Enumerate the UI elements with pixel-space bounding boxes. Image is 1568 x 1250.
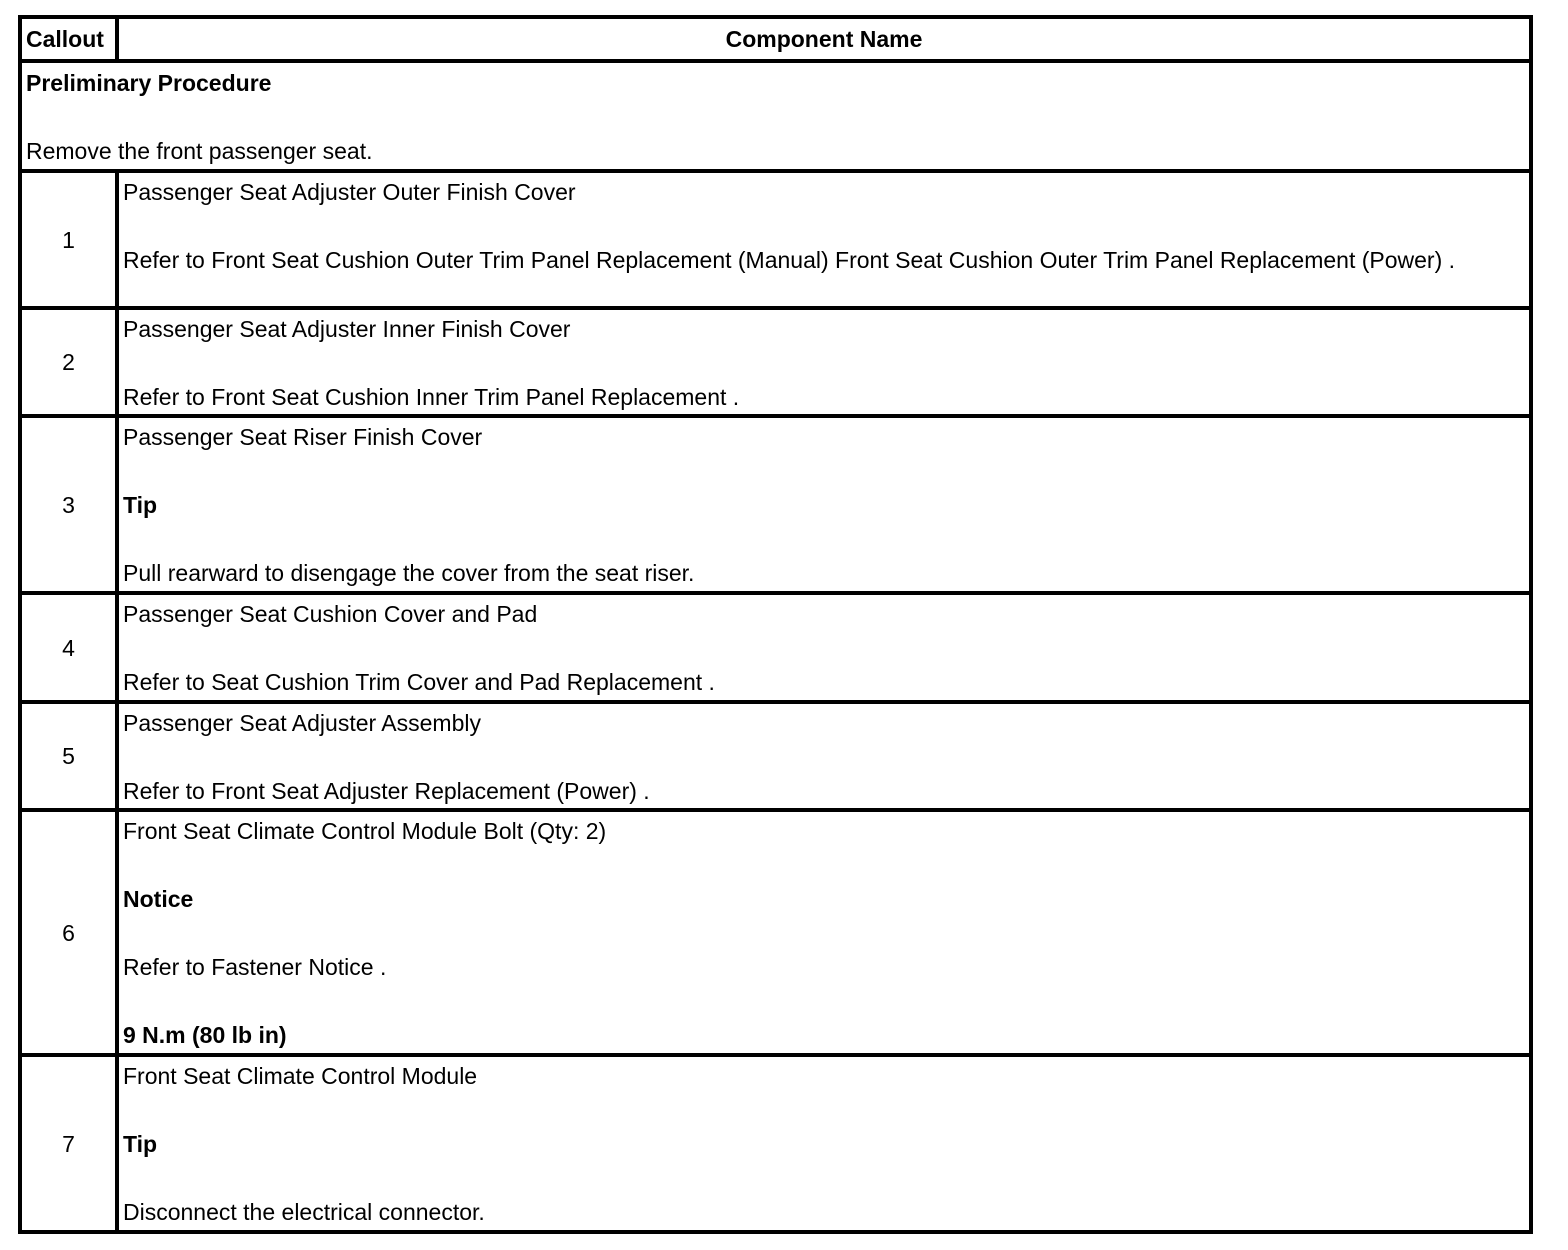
component-detail: Refer to Front Seat Cushion Inner Trim Panel Replacement . bbox=[123, 384, 740, 410]
component-detail: Pull rearward to disengage the cover from the seat riser. bbox=[123, 560, 695, 586]
preliminary-procedure-text: Remove the front passenger seat. bbox=[26, 138, 373, 164]
table-row bbox=[20, 593, 1531, 702]
component-name: Passenger Seat Adjuster Outer Finish Cover bbox=[123, 179, 576, 205]
component-name: Passenger Seat Riser Finish Cover bbox=[123, 424, 483, 450]
callout-number: 4 bbox=[20, 593, 117, 702]
component-detail: Refer to Front Seat Cushion Outer Trim Panel Replacement (Manual) Front Seat Cushion Outer Trim Panel Replacement (Power) . bbox=[123, 247, 1456, 273]
preliminary-procedure-title: Preliminary Procedure bbox=[26, 70, 272, 96]
callout-number: 6 bbox=[20, 810, 117, 1055]
procedure-table bbox=[18, 15, 1533, 1234]
tip-label: Tip bbox=[123, 492, 158, 518]
component-name: Front Seat Climate Control Module Bolt (Qty: 2) bbox=[123, 818, 607, 844]
component-detail: Disconnect the electrical connector. bbox=[123, 1199, 485, 1225]
callout-column-header: Callout bbox=[20, 17, 117, 61]
component-name: Passenger Seat Adjuster Inner Finish Cover bbox=[123, 316, 571, 342]
component-name: Passenger Seat Cushion Cover and Pad bbox=[123, 601, 538, 627]
callout-number: 1 bbox=[20, 171, 117, 308]
callout-number: 5 bbox=[20, 702, 117, 810]
table-row bbox=[20, 810, 1531, 1055]
component-cell bbox=[117, 308, 1531, 416]
preliminary-procedure-cell bbox=[20, 61, 1531, 171]
component-cell bbox=[117, 416, 1531, 593]
component-cell bbox=[117, 593, 1531, 702]
component-detail: Refer to Fastener Notice . bbox=[123, 954, 387, 980]
table-header-row bbox=[20, 17, 1531, 61]
table-row bbox=[20, 416, 1531, 593]
component-name-column-header: Component Name bbox=[117, 17, 1531, 61]
callout-number: 7 bbox=[20, 1055, 117, 1232]
component-cell bbox=[117, 171, 1531, 308]
component-cell bbox=[117, 702, 1531, 810]
table-row bbox=[20, 1055, 1531, 1232]
table-row bbox=[20, 702, 1531, 810]
callout-number: 3 bbox=[20, 416, 117, 593]
notice-label: Notice bbox=[123, 886, 194, 912]
component-cell bbox=[117, 1055, 1531, 1232]
torque-spec: 9 N.m (80 lb in) bbox=[123, 1022, 287, 1048]
component-cell bbox=[117, 810, 1531, 1055]
component-name: Passenger Seat Adjuster Assembly bbox=[123, 710, 481, 736]
component-detail: Refer to Front Seat Adjuster Replacement (Power) . bbox=[123, 778, 650, 804]
table-row bbox=[20, 308, 1531, 416]
component-detail: Refer to Seat Cushion Trim Cover and Pad Replacement . bbox=[123, 669, 715, 695]
callout-number: 2 bbox=[20, 308, 117, 416]
component-name: Front Seat Climate Control Module bbox=[123, 1063, 478, 1089]
table-row bbox=[20, 171, 1531, 308]
tip-label: Tip bbox=[123, 1131, 158, 1157]
preliminary-procedure-row bbox=[20, 61, 1531, 171]
